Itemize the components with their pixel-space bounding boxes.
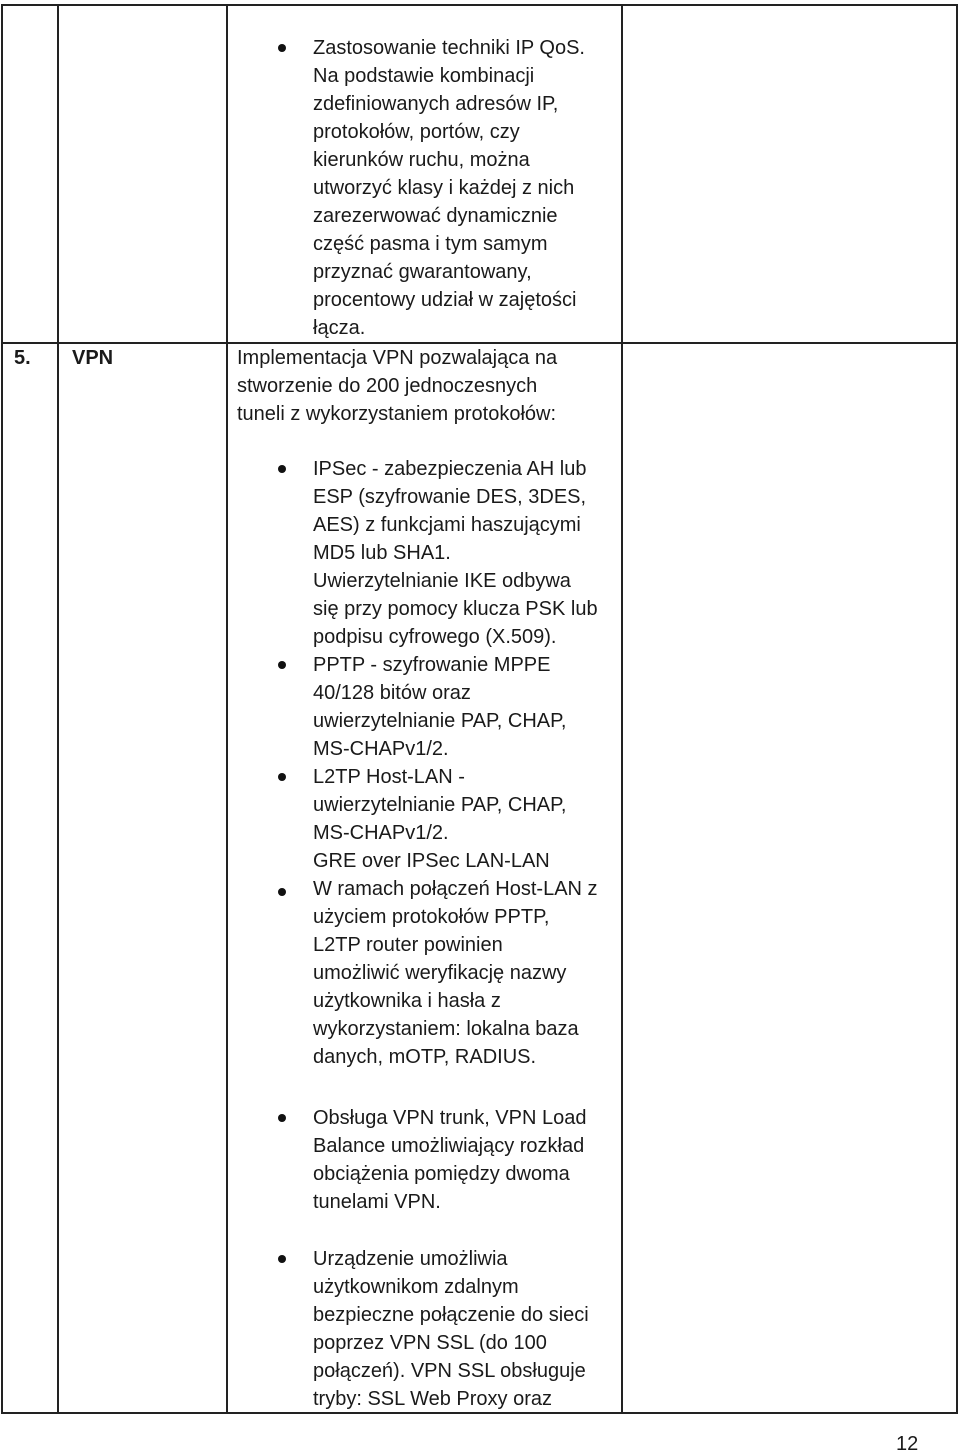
bullet-l2tp bbox=[278, 773, 286, 781]
bullet-ipsec bbox=[278, 465, 286, 473]
bullet-vpn-ssl bbox=[278, 1255, 286, 1263]
vpn-ssl-line: użytkownikom zdalnym bbox=[313, 1276, 519, 1298]
qos-line: przyznać gwarantowany, bbox=[313, 261, 532, 283]
vpn-protocols-line: IPSec - zabezpieczenia AH lub bbox=[313, 458, 587, 480]
bullet-qos bbox=[278, 44, 286, 52]
vpn-protocols-line: danych, mOTP, RADIUS. bbox=[313, 1046, 537, 1068]
qos-line: procentowy udział w zajętości bbox=[313, 289, 577, 311]
vpn-protocols-line: podpisu cyfrowego (X.509). bbox=[313, 626, 557, 648]
qos-line: zdefiniowanych adresów IP, bbox=[313, 93, 559, 115]
row-number: 5. bbox=[14, 347, 31, 369]
vpn-trunk-line: Obsługa VPN trunk, VPN Load bbox=[313, 1107, 587, 1129]
column-divider-1 bbox=[57, 4, 59, 1414]
bullet-host-lan bbox=[278, 888, 286, 896]
bullet-pptp bbox=[278, 661, 286, 669]
vpn-intro-line: stworzenie do 200 jednoczesnych bbox=[237, 375, 538, 397]
vpn-ssl-line: poprzez VPN SSL (do 100 bbox=[313, 1332, 547, 1354]
vpn-ssl-line: połączeń). VPN SSL obsługuje bbox=[313, 1360, 586, 1382]
vpn-intro-line: tuneli z wykorzystaniem protokołów: bbox=[237, 403, 557, 425]
vpn-protocols-line: AES) z funkcjami haszującymi bbox=[313, 514, 581, 536]
vpn-protocols-line: Uwierzytelnianie IKE odbywa bbox=[313, 570, 571, 592]
vpn-protocols-line: GRE over IPSec LAN-LAN bbox=[313, 850, 550, 872]
table-border-left bbox=[1, 4, 3, 1414]
vpn-protocols-line: uwierzytelnianie PAP, CHAP, bbox=[313, 710, 567, 732]
vpn-protocols-line: W ramach połączeń Host-LAN z bbox=[313, 878, 598, 900]
vpn-protocols-line: MS-CHAPv1/2. bbox=[313, 738, 449, 760]
vpn-protocols-line: PPTP - szyfrowanie MPPE bbox=[313, 654, 551, 676]
qos-line: utworzyć klasy i każdej z nich bbox=[313, 177, 575, 199]
qos-line: łącza. bbox=[313, 317, 366, 339]
table-border-right bbox=[956, 4, 958, 1414]
qos-line: protokołów, portów, czy bbox=[313, 121, 520, 143]
vpn-ssl-line: Urządzenie umożliwia bbox=[313, 1248, 508, 1270]
vpn-ssl-line: tryby: SSL Web Proxy oraz bbox=[313, 1388, 552, 1410]
vpn-protocols-line: użyciem protokołów PPTP, bbox=[313, 906, 550, 928]
qos-line: Na podstawie kombinacji bbox=[313, 65, 535, 87]
vpn-protocols-line: się przy pomocy klucza PSK lub bbox=[313, 598, 598, 620]
vpn-protocols-line: MD5 lub SHA1. bbox=[313, 542, 451, 564]
qos-line: Zastosowanie techniki IP QoS. bbox=[313, 37, 585, 59]
vpn-protocols-line: ESP (szyfrowanie DES, 3DES, bbox=[313, 486, 587, 508]
qos-line: kierunków ruchu, można bbox=[313, 149, 530, 171]
table-border-top bbox=[1, 4, 958, 6]
vpn-intro-line: Implementacja VPN pozwalająca na bbox=[237, 347, 558, 369]
column-divider-3 bbox=[621, 4, 623, 1414]
vpn-protocols-line: L2TP router powinien bbox=[313, 934, 503, 956]
vpn-protocols-line: L2TP Host-LAN - bbox=[313, 766, 465, 788]
vpn-protocols-line: MS-CHAPv1/2. bbox=[313, 822, 449, 844]
column-divider-2 bbox=[226, 4, 228, 1414]
vpn-trunk-line: Balance umożliwiający rozkład bbox=[313, 1135, 585, 1157]
page-number: 12 bbox=[896, 1433, 919, 1455]
vpn-protocols-line: użytkownika i hasła z bbox=[313, 990, 501, 1012]
vpn-protocols-line: uwierzytelnianie PAP, CHAP, bbox=[313, 794, 567, 816]
vpn-protocols-line: 40/128 bitów oraz bbox=[313, 682, 471, 704]
row-name: VPN bbox=[72, 347, 114, 369]
vpn-ssl-line: bezpieczne połączenie do sieci bbox=[313, 1304, 589, 1326]
bullet-vpn-trunk bbox=[278, 1114, 286, 1122]
qos-line: zarezerwować dynamicznie bbox=[313, 205, 558, 227]
vpn-trunk-line: tunelami VPN. bbox=[313, 1191, 441, 1213]
qos-line: część pasma i tym samym bbox=[313, 233, 548, 255]
vpn-protocols-line: wykorzystaniem: lokalna baza bbox=[313, 1018, 579, 1040]
vpn-protocols-line: umożliwić weryfikację nazwy bbox=[313, 962, 567, 984]
vpn-trunk-line: obciążenia pomiędzy dwoma bbox=[313, 1163, 570, 1185]
